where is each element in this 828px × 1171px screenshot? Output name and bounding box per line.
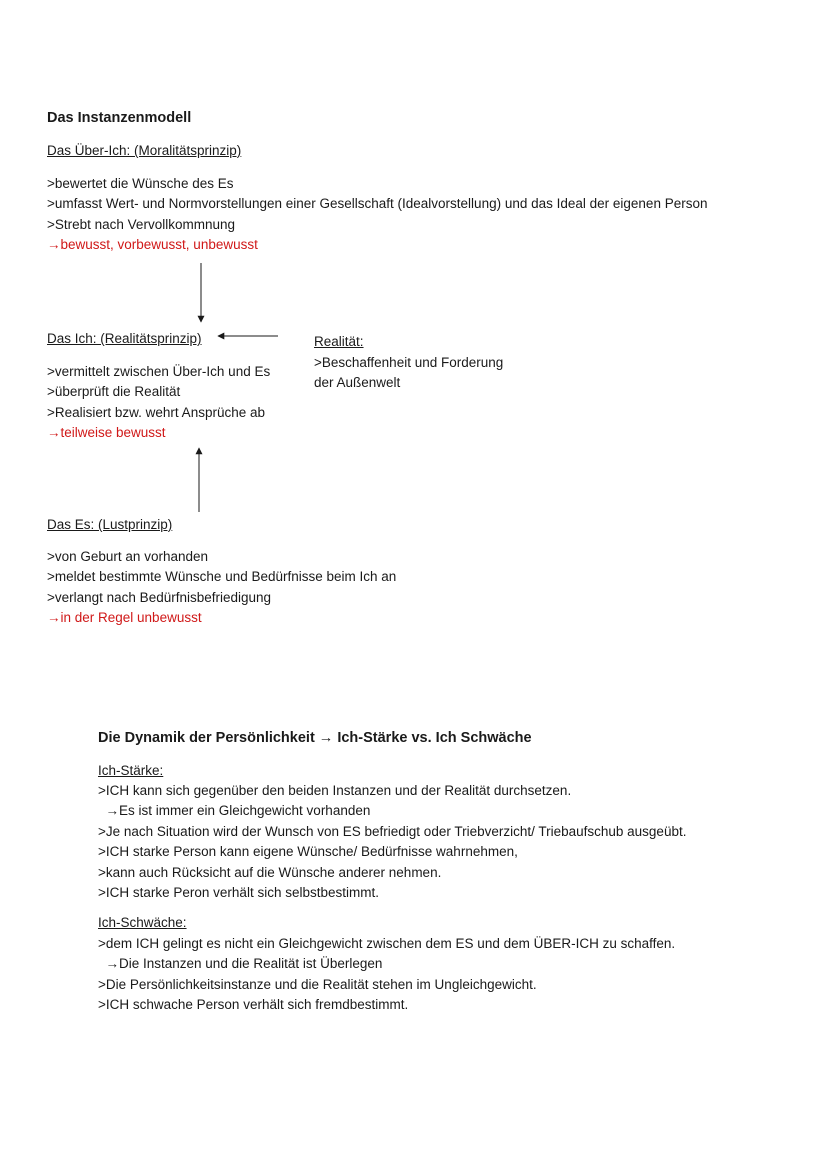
es-line: >verlangt nach Bedürfnisbefriedigung (47, 589, 272, 605)
ich-heading: Das Ich: (Realitätsprinzip) (47, 331, 202, 346)
section-title-dynamik: Die Dynamik der Persönlichkeit → Ich-Stärke vs. Ich Schwäche (98, 730, 532, 746)
es-consciousness: →in der Regel unbewusst (47, 610, 202, 626)
ich-schwaeche-line: →Die Instanzen und die Realität ist Überlegen (98, 956, 383, 972)
section-title-instanzenmodell: Das Instanzenmodell (47, 110, 192, 126)
es-list (47, 547, 396, 629)
ich-staerke-list (98, 781, 686, 903)
ich-staerke-line: >ICH starke Person kann eigene Wünsche/ Bedürfnisse wahrnehmen, (98, 844, 518, 860)
ueber-ich-line: >umfasst Wert- und Normvorstellungen einer Gesellschaft (Idealvorstellung) und das Ideal der eigenen Person (47, 196, 708, 212)
es-line: >von Geburt an vorhanden (47, 549, 208, 564)
realitaet-line: der Außenwelt (314, 375, 401, 391)
realitaet-heading: Realität: (314, 334, 364, 349)
ich-staerke-line: >Je nach Situation wird der Wunsch von ES befriedigt oder Triebverzicht/ Triebaufschub ausgeübt. (98, 823, 687, 839)
ich-schwaeche-list (98, 934, 675, 1016)
ich-schwaeche-line: >dem ICH gelingt es nicht ein Gleichgewicht zwischen dem ES und dem ÜBER-ICH zu schaffen. (98, 936, 676, 951)
ich-schwaeche-line: >Die Persönlichkeitsinstanze und die Realität stehen im Ungleichgewicht. (98, 976, 537, 992)
es-line: >meldet bestimmte Wünsche und Bedürfnisse beim Ich an (47, 569, 397, 585)
ich-staerke-line: →Es ist immer ein Gleichgewicht vorhanden (98, 803, 371, 819)
ich-schwaeche-line: >ICH schwache Person verhält sich fremdbestimmt. (98, 997, 409, 1013)
ueber-ich-list (47, 174, 707, 256)
ich-consciousness: →teilweise bewusst (47, 425, 166, 441)
ich-line: >Realisiert bzw. wehrt Ansprüche ab (47, 404, 265, 420)
ich-line: >vermittelt zwischen Über-Ich und Es (47, 364, 271, 379)
ueber-ich-consciousness: →bewusst, vorbewusst, unbewusst (47, 237, 258, 253)
ueber-ich-line: >Strebt nach Vervollkommnung (47, 216, 235, 232)
ich-staerke-heading: Ich-Stärke: (98, 763, 164, 778)
ich-staerke-line: >ICH starke Peron verhält sich selbstbestimmt. (98, 884, 379, 900)
realitaet-list (314, 353, 503, 394)
ich-staerke-line: >ICH kann sich gegenüber den beiden Instanzen und der Realität durchsetzen. (98, 783, 572, 798)
ich-line: >überprüft die Realität (47, 384, 181, 400)
ueber-ich-line: >bewertet die Wünsche des Es (47, 176, 234, 191)
ich-schwaeche-heading: Ich-Schwäche: (98, 915, 187, 930)
ich-staerke-line: >kann auch Rücksicht auf die Wünsche anderer nehmen. (98, 864, 442, 880)
es-heading: Das Es: (Lustprinzip) (47, 517, 173, 532)
realitaet-line: >Beschaffenheit und Forderung (314, 355, 504, 370)
ich-list (47, 362, 270, 444)
ueber-ich-heading: Das Über-Ich: (Moralitätsprinzip) (47, 143, 242, 158)
